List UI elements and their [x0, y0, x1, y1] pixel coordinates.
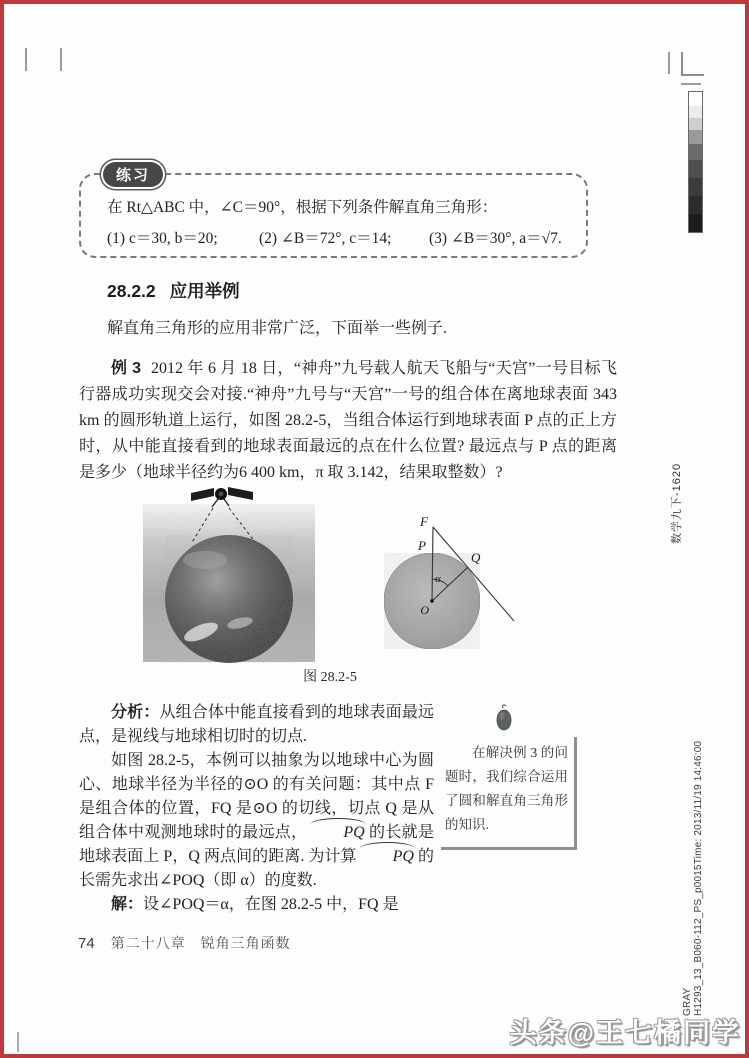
- corner-crop-mark: [681, 52, 704, 76]
- print-info-line: H1293_13_B060-112_PS_p0015Time: 2013/11/19 14:46:00: [693, 740, 704, 1016]
- print-color-mode: GRAY: [682, 987, 693, 1016]
- analysis-text-column: [79, 701, 434, 917]
- analysis-label: 分析：: [111, 704, 160, 721]
- exercise-item-3: (3) ∠B＝30°, a＝√7.: [429, 230, 562, 247]
- watermark: 头条@王七橘同学: [509, 1018, 741, 1048]
- crop-mark: [17, 1032, 19, 1052]
- exercise-item-1: (1) c＝30, b＝20;: [107, 230, 218, 247]
- page-footer: [78, 933, 291, 953]
- analysis-section: [79, 701, 619, 917]
- vertical-doc-code: 数学九下-1620: [671, 462, 683, 544]
- label-O: O: [420, 603, 429, 617]
- page-number: 74: [78, 935, 95, 952]
- exercise-intro: 在 Rt△ABC 中，∠C＝90°，根据下列条件解直角三角形：: [107, 199, 498, 216]
- crop-mark: [681, 83, 701, 85]
- section-title: 应用举例: [169, 281, 240, 301]
- example3-label: 例 3: [111, 360, 141, 377]
- center-point-O: [430, 599, 434, 603]
- example3-paragraph: [79, 356, 617, 486]
- analysis-p2-seg1: 如图 28.2-5，本例可以抽象为以地球中心为圆心、地球半径为半径的⊙O 的有关问题：其中点 F 是组合体的位置，FQ 是⊙O 的切线，切点 Q 是从组合体中观测地球时的最远点，: [79, 752, 434, 841]
- solution-label: 解：: [111, 896, 144, 913]
- crop-mark: [25, 48, 27, 71]
- earth-globe: [165, 535, 293, 663]
- analysis-p1-text: 从组合体中能直接看到的地球表面最远点，是视线与地球相切时的切点.: [79, 704, 434, 745]
- section-heading: [107, 278, 240, 303]
- label-F: F: [420, 514, 428, 529]
- arc-PQ: PQ: [310, 821, 365, 845]
- label-alpha: α: [435, 573, 441, 585]
- example3-text: 2012 年 6 月 18 日，“神舟”九号载人航天飞船与“天宫”一号目标飞行器成功实现交会对接.“神舟”九号与“天宫”一号的组合体在离地球表面 343 km 的圆形轨道上运行，如图 28.2-5，当组合体运行到地球表面 P 点的正上方时，从中能直接看到的地球表面最远的点在什么位置? 最远点与 P 点的距离是多少（地球半径约为6 400 km，π 取 3.142，结果取整数）?: [79, 360, 617, 481]
- margin-note-box: 在解决例 3 的问题时，我们综合运用了圆和解直角三角形的知识.: [441, 737, 577, 850]
- solution-text: 设∠POQ＝α，在图 28.2-5 中，FQ 是: [143, 896, 399, 913]
- solution-paragraph: [79, 893, 434, 917]
- crop-mark: [668, 52, 670, 74]
- cloud-haze: [183, 551, 227, 569]
- crop-mark: [60, 48, 62, 71]
- analysis-paragraph-1: [79, 701, 434, 749]
- exercise-box: [79, 167, 588, 258]
- grayscale-calibration-bar: [688, 91, 703, 233]
- exercise-items: [107, 226, 586, 248]
- section-intro: 解直角三角形的应用非常广泛，下面举一些例子.: [107, 320, 448, 337]
- vertical-print-info: [682, 741, 704, 1016]
- earth-satellite-photo: [143, 482, 315, 664]
- exercise-item-2: (2) ∠B＝72°, c＝14;: [259, 230, 392, 247]
- figure-caption: 图 28.2-5: [303, 670, 357, 685]
- analysis-p2-seg3: 的长需先求出∠POQ（即 α）的度数.: [79, 848, 434, 889]
- arc-PQ: PQ: [360, 845, 415, 869]
- section-number: 28.2.2: [107, 281, 156, 301]
- note-blob-icon: [494, 704, 514, 732]
- margin-note-column: [434, 701, 619, 917]
- tangent-circle-diagram: [374, 500, 524, 652]
- analysis-p2-seg2: 的长就是地球表面上 P，Q 两点间的距离. 为计算: [79, 824, 434, 865]
- label-Q: Q: [471, 550, 481, 565]
- exercise-badge: 练习: [103, 162, 163, 187]
- label-P: P: [418, 538, 426, 553]
- chapter-title: 第二十八章 锐角三角函数: [110, 935, 291, 951]
- analysis-paragraph-2: [79, 749, 434, 893]
